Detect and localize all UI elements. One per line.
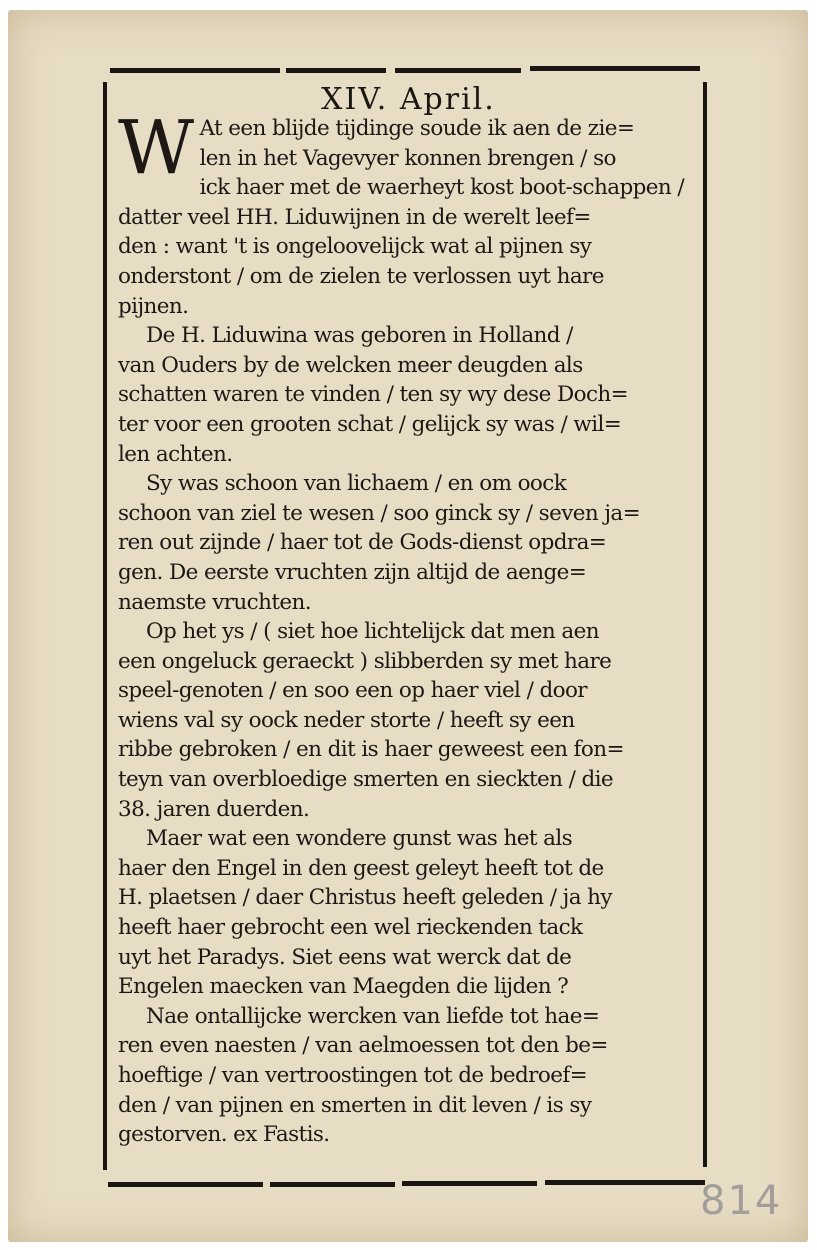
bottom-border-rule-1 (108, 1182, 263, 1187)
text-line: At een blijde tijdinge soude ik aen de zie= (199, 116, 635, 141)
text-line: ick haer met de waerheyt kost boot-schappen / (199, 175, 685, 201)
text-line: Sy was schoon van lichaem / en om oock (146, 471, 567, 497)
text-line: ren out zijnde / haer tot de Gods-dienst opdra= (118, 530, 607, 556)
body-text (118, 105, 698, 1150)
bottom-border-rule-2 (270, 1182, 395, 1187)
text-line: ren even naesten / van aelmoessen tot den be= (118, 1033, 608, 1059)
text-line: onderstont / om de zielen te verlossen uyt hare (118, 263, 604, 289)
text-line: den : want 't is ongeloovelijck wat al pijnen sy (118, 234, 592, 260)
text-line: gestorven. ex Fastis. (118, 1122, 330, 1148)
text-line: schatten waren te vinden / ten sy wy dese Doch= (118, 382, 629, 408)
text-line: een ongeluck geraeckt ) slibberden sy met hare (118, 648, 612, 674)
text-line: wiens val sy oock neder storte / heeft sy een (118, 707, 575, 733)
text-line: naemste vruchten. (118, 589, 312, 615)
text-line: Maer wat een wondere gunst was het als (146, 826, 573, 852)
text-line: Engelen maecken van Maegden die lijden ? (118, 974, 569, 1000)
text-line: schoon van ziel te wesen / soo ginck sy / seven ja= (118, 500, 641, 526)
page-title: XIV. April. (321, 82, 496, 117)
text-line: Op het ys / ( siet hoe lichtelijck dat men aen (146, 619, 600, 645)
bottom-border-rule-4 (545, 1180, 705, 1185)
text-line: van Ouders by de welcken meer deugden als (118, 352, 583, 378)
text-line: uyt het Paradys. Siet eens wat werck dat de (118, 944, 572, 970)
text-line: heeft haer gebrocht een wel rieckenden tack (118, 915, 583, 941)
top-border-rule-1 (110, 68, 280, 73)
text-line: hoeftige / van vertroostingen tot de bedroef= (118, 1063, 588, 1088)
drop-cap: W (118, 105, 194, 191)
text-line: Nae ontallijcke wercken van liefde tot hae= (146, 1003, 600, 1029)
text-line: gen. De eerste vruchten zijn altijd de aenge= (118, 559, 587, 585)
text-line: speel-genoten / en soo een op haer viel / door (118, 678, 587, 704)
text-line: ribbe gebroken / en dit is haer geweest een fon= (118, 737, 624, 763)
text-line: len in het Vagevyer konnen brengen / so (199, 145, 616, 171)
text-line: haer den Engel in den geest geleyt heeft tot de (118, 855, 604, 881)
text-line: len achten. (118, 441, 233, 467)
text-line: De H. Liduwina was geboren in Holland / (146, 323, 573, 349)
text-line: pijnen. (118, 293, 189, 319)
text-line: H. plaetsen / daer Christus heeft geleden / ja hy (118, 885, 612, 911)
text-line: datter veel HH. Liduwijnen in de werelt leef= (118, 204, 591, 230)
right-border-rule (703, 82, 707, 1167)
text-line: den / van pijnen en smerten in dit leven / is sy (118, 1092, 592, 1118)
left-border-rule (103, 82, 107, 1170)
top-border-rule-2 (286, 68, 386, 73)
text-line: teyn van overbloedige smerten en sieckten / die (118, 767, 614, 793)
text-line: ter voor een grooten schat / gelijck sy was / wil= (118, 411, 622, 437)
pencil-inventory-number: 814 (700, 1178, 783, 1224)
top-border-rule-3 (395, 68, 521, 73)
text-line: 38. jaren duerden. (118, 796, 310, 822)
bottom-border-rule-3 (402, 1181, 537, 1186)
top-border-rule-4 (530, 66, 700, 71)
